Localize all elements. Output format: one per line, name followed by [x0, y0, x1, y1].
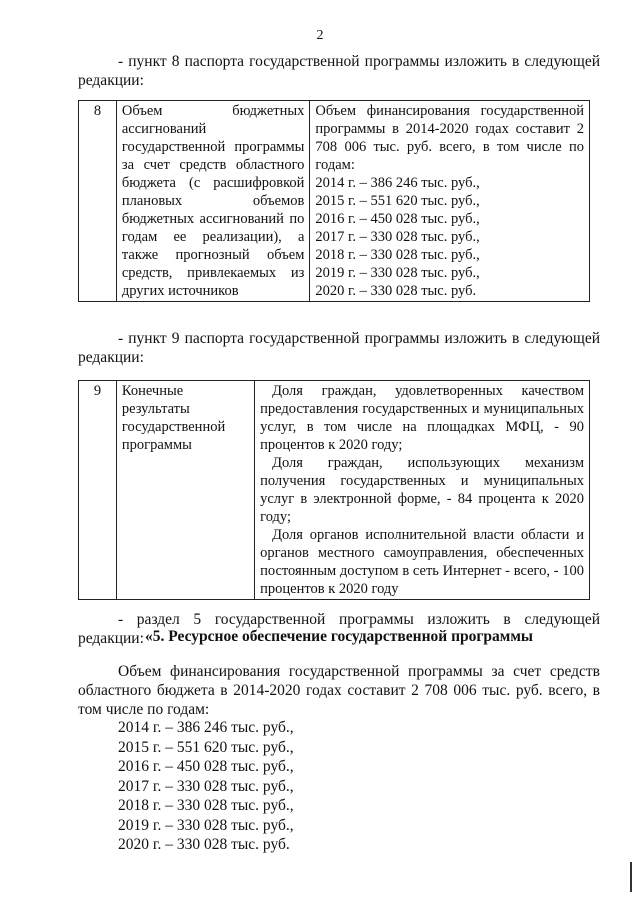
- year-line: 2018 г. – 330 028 тыс. руб.,: [118, 797, 294, 814]
- year-line: 2015 г. – 551 620 тыс. руб.,: [315, 193, 480, 209]
- intro-paragraph-2: - пункт 9 паспорта государственной программы изложить в следующей редакции:: [78, 330, 600, 366]
- year-line: 2014 г. – 386 246 тыс. руб.,: [118, 719, 294, 736]
- year-line: 2016 г. – 450 028 тыс. руб.,: [118, 758, 294, 775]
- page-number: 2: [316, 28, 324, 43]
- year-line: 2019 г. – 330 028 тыс. руб.,: [315, 265, 480, 281]
- financing-intro: Объем финансирования государственной программы в 2014-2020 годах составит 2 708 006 тыс. руб. всего, в том числе по годам:: [315, 103, 584, 173]
- scan-edge-mark: [630, 862, 632, 892]
- table-row-number: 8: [79, 101, 117, 302]
- year-line: 2017 г. – 330 028 тыс. руб.,: [315, 229, 480, 245]
- table-row-value: [310, 101, 590, 302]
- table-row-value: [255, 381, 590, 600]
- intro-paragraph-3: - раздел 5 государственной программы изложить в следующей редакции:: [78, 611, 600, 647]
- table-row-label: Конечные результаты государственной программы: [116, 381, 254, 600]
- year-line: 2018 г. – 330 028 тыс. руб.,: [315, 247, 480, 263]
- result-paragraph: Доля граждан, удовлетворенных качеством предоставления государственных и муниципальных услуг, в том числе на площадках МФЦ, - 90 процентов к 2020 году;: [260, 383, 584, 453]
- table-row-label: Объем бюджетных ассигнований государственной программы за счет средств областного бюджета (с расшифровкой плановых объемов бюджетных ассигнований по годам ее реализации), а также прогнозный объем средств, привлекаемых из других источников: [116, 101, 310, 302]
- year-line: 2017 г. – 330 028 тыс. руб.,: [118, 777, 294, 795]
- body-paragraph: Объем финансирования государственной программы за счет средств областного бюджета в 2014-2020 годах составит 2 708 006 тыс. руб. всего, в том числе по годам:: [78, 663, 600, 718]
- table-row-number: 9: [79, 381, 117, 600]
- result-paragraph: Доля органов исполнительной власти области и органов местного самоуправления, обеспеченных постоянным доступом в сеть Интернет - всего, - 100 процентов к 2020 году: [260, 527, 584, 597]
- year-line: 2014 г. – 386 246 тыс. руб.,: [315, 175, 480, 191]
- year-line: 2020 г. – 330 028 тыс. руб.: [118, 836, 290, 853]
- year-line: 2020 г. – 330 028 тыс. руб.: [315, 283, 477, 299]
- result-paragraph: Доля граждан, использующих механизм получения государственных и муниципальных услуг в электронной форме, - 84 процента к 2020 году;: [260, 455, 584, 525]
- year-line: 2015 г. – 551 620 тыс. руб.,: [118, 738, 294, 756]
- year-line: 2016 г. – 450 028 тыс. руб.,: [315, 211, 480, 227]
- years-list: [118, 718, 294, 855]
- intro-paragraph-1: - пункт 8 паспорта государственной программы изложить в следующей редакции:: [78, 53, 600, 89]
- section-heading: «5. Ресурсное обеспечение государственной программы: [145, 628, 533, 645]
- passport-table-item-9: [78, 380, 590, 600]
- year-line: 2019 г. – 330 028 тыс. руб.,: [118, 816, 294, 834]
- passport-table-item-8: [78, 100, 590, 302]
